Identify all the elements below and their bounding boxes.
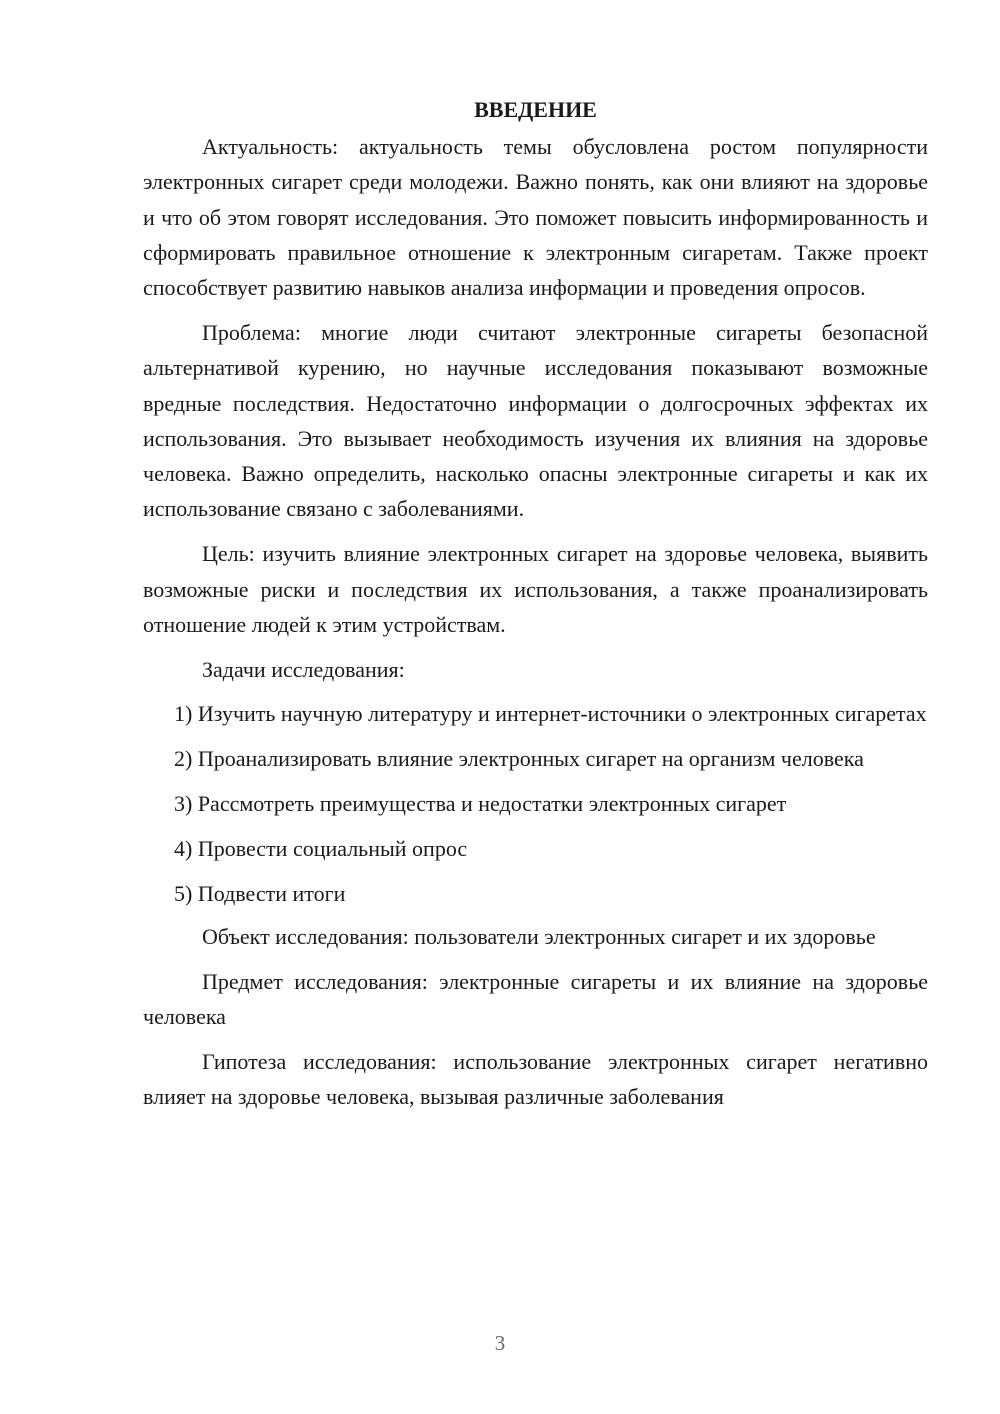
page-number: 3 — [494, 1331, 506, 1355]
task-item-2: 2) Проанализировать влияние электронных сигарет на организм человека — [174, 746, 864, 772]
document-page — [143, 92, 928, 1124]
task-item-1: 1) Изучить научную литературу и интернет-источники о электронных сигаретах — [174, 701, 927, 727]
tasks-heading: Задачи исследования: — [202, 656, 405, 682]
task-item-4: 4) Провести социальный опрос — [174, 835, 468, 861]
paragraph-object: Объект исследования: пользователи электронных сигарет и их здоровье — [202, 923, 876, 949]
paragraph-subject: Предмет исследования: электронные сигареты и их влияние на здоровье человека — [143, 968, 928, 1030]
paragraph-goal: Цель: изучить влияние электронных сигарет на здоровье человека, выявить возможные риски и последствия их использования, а также проанализировать отношение людей к этим устройствам. — [143, 541, 928, 637]
task-item-3: 3) Рассмотреть преимущества и недостатки электронных сигарет — [174, 791, 787, 817]
paragraph-hypothesis: Гипотеза исследования: использование электронных сигарет негативно влияет на здоровье человека, вызывая различные заболевания — [143, 1048, 928, 1110]
paragraph-problem: Проблема: многие люди считают электронные сигареты безопасной альтернативой курению, но научные исследования показывают возможные вредные последствия. Недостаточно информации о долгосрочных эффектах их использования. Это вызывает необходимость изучения их влияния на здоровье человека. Важно определить, насколько опасны электронные сигареты и как их использование связано с заболеваниями. — [143, 319, 928, 522]
paragraph-relevance: Актуальность: актуальность темы обусловлена ростом популярности электронных сигарет среди молодежи. Важно понять, как они влияют на здоровье и что об этом говорят исследования. Это поможет повысить информированность и сформировать правильное отношение к электронным сигаретам. Также проект способствует развитию навыков анализа информации и проведения опросов. — [143, 134, 928, 301]
task-item-5: 5) Подвести итоги — [174, 880, 346, 906]
section-title: ВВЕДЕНИЕ — [474, 97, 597, 122]
